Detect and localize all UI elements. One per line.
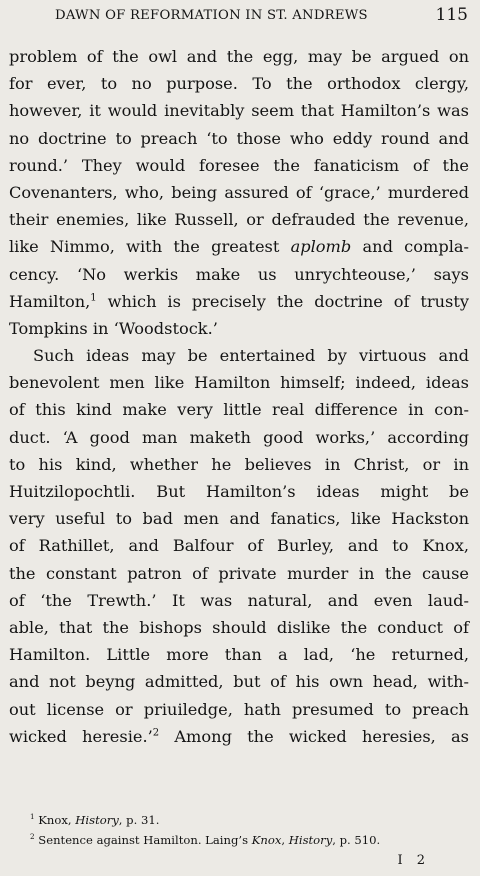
footnote-text: Sentence against Hamilton. Laing’s (38, 833, 249, 847)
italic-word: aplomb (290, 237, 352, 257)
page-header (0, 0, 480, 36)
footnote-author: Knox (251, 833, 282, 847)
text-line (9, 288, 469, 315)
footnote-ref: 1 (90, 292, 97, 304)
footnote-2 (30, 830, 470, 850)
running-head: DAWN OF REFORMATION IN ST. ANDREWS (55, 8, 368, 23)
text-line: for ever, to no purpose. To the orthodox clergy, (9, 74, 469, 94)
text-line: of ‘the Trewth.’ It was natural, and even laud- (9, 590, 469, 610)
text-segment: which is precisely the doctrine of trusty (107, 291, 469, 311)
text-segment: Hamilton, (9, 291, 91, 311)
text-line: Covenanters, who, being assured of ‘grace,’ murdered (9, 182, 469, 202)
text-line: cency. ‘No werkis make us unrychteouse,’ says (9, 264, 469, 284)
text-line: to his kind, whether he believes in Christ, or in (9, 454, 469, 474)
text-line: of this kind make very little real difference in con- (9, 400, 469, 420)
footnote-text: , (281, 833, 286, 847)
text-line: however, it would inevitably seem that Hamilton’s was (9, 101, 469, 121)
text-line: and not beyng admitted, but of his own head, with- (9, 672, 469, 692)
text-line: the constant patron of private murder in the cause (9, 563, 469, 583)
text-line: Hamilton. Little more than a lad, ‘he returned, (9, 645, 469, 665)
text-line: of Rathillet, and Balfour of Burley, and to Knox, (9, 536, 469, 556)
text-line (9, 233, 469, 260)
body-text (9, 43, 469, 750)
text-line: round.’ They would foresee the fanaticism of the (9, 155, 469, 175)
footnote-text: Knox, (38, 813, 72, 827)
text-line: Tompkins in ‘Woodstock.’ (9, 318, 218, 338)
footnote-text: , p. 510. (332, 833, 381, 847)
text-line: very useful to bad men and fanatics, like Hackston (9, 509, 469, 529)
page-number: 115 (435, 5, 468, 25)
footnote-title: History (75, 813, 119, 827)
text-segment: wicked heresie.’ (9, 726, 153, 746)
footnote-ref: 2 (152, 727, 160, 739)
text-segment: and compla- (362, 237, 469, 257)
footnote-marker: 2 (30, 832, 35, 842)
text-line: duct. ‘A good man maketh good works,’ according (9, 427, 469, 447)
text-line: no doctrine to preach ‘to those who eddy round and (9, 128, 469, 148)
text-segment: Among the wicked heresies, as (174, 726, 469, 746)
text-line: able, that the bishops should dislike the conduct of (9, 617, 469, 637)
footnote-1 (30, 810, 470, 830)
text-line: benevolent men like Hamilton himself; indeed, ideas (9, 373, 469, 393)
footnote-title: History (288, 833, 333, 847)
text-segment: like Nimmo, with the greatest (9, 237, 280, 257)
footnote-text: , p. 31. (118, 813, 160, 827)
footnote-marker: 1 (30, 812, 35, 822)
text-line: out license or priuiledge, hath presumed to preach (9, 699, 469, 719)
signature-mark: I 2 (397, 853, 430, 868)
text-line: Huitzilopochtli. But Hamilton’s ideas might be (9, 482, 469, 501)
text-line: Such ideas may be entertained by virtuous and (33, 346, 469, 366)
footnotes (30, 810, 470, 850)
text-line (9, 723, 469, 750)
text-line: problem of the owl and the egg, may be argued on (9, 47, 469, 66)
text-line: their enemies, like Russell, or defrauded the revenue, (9, 210, 469, 230)
